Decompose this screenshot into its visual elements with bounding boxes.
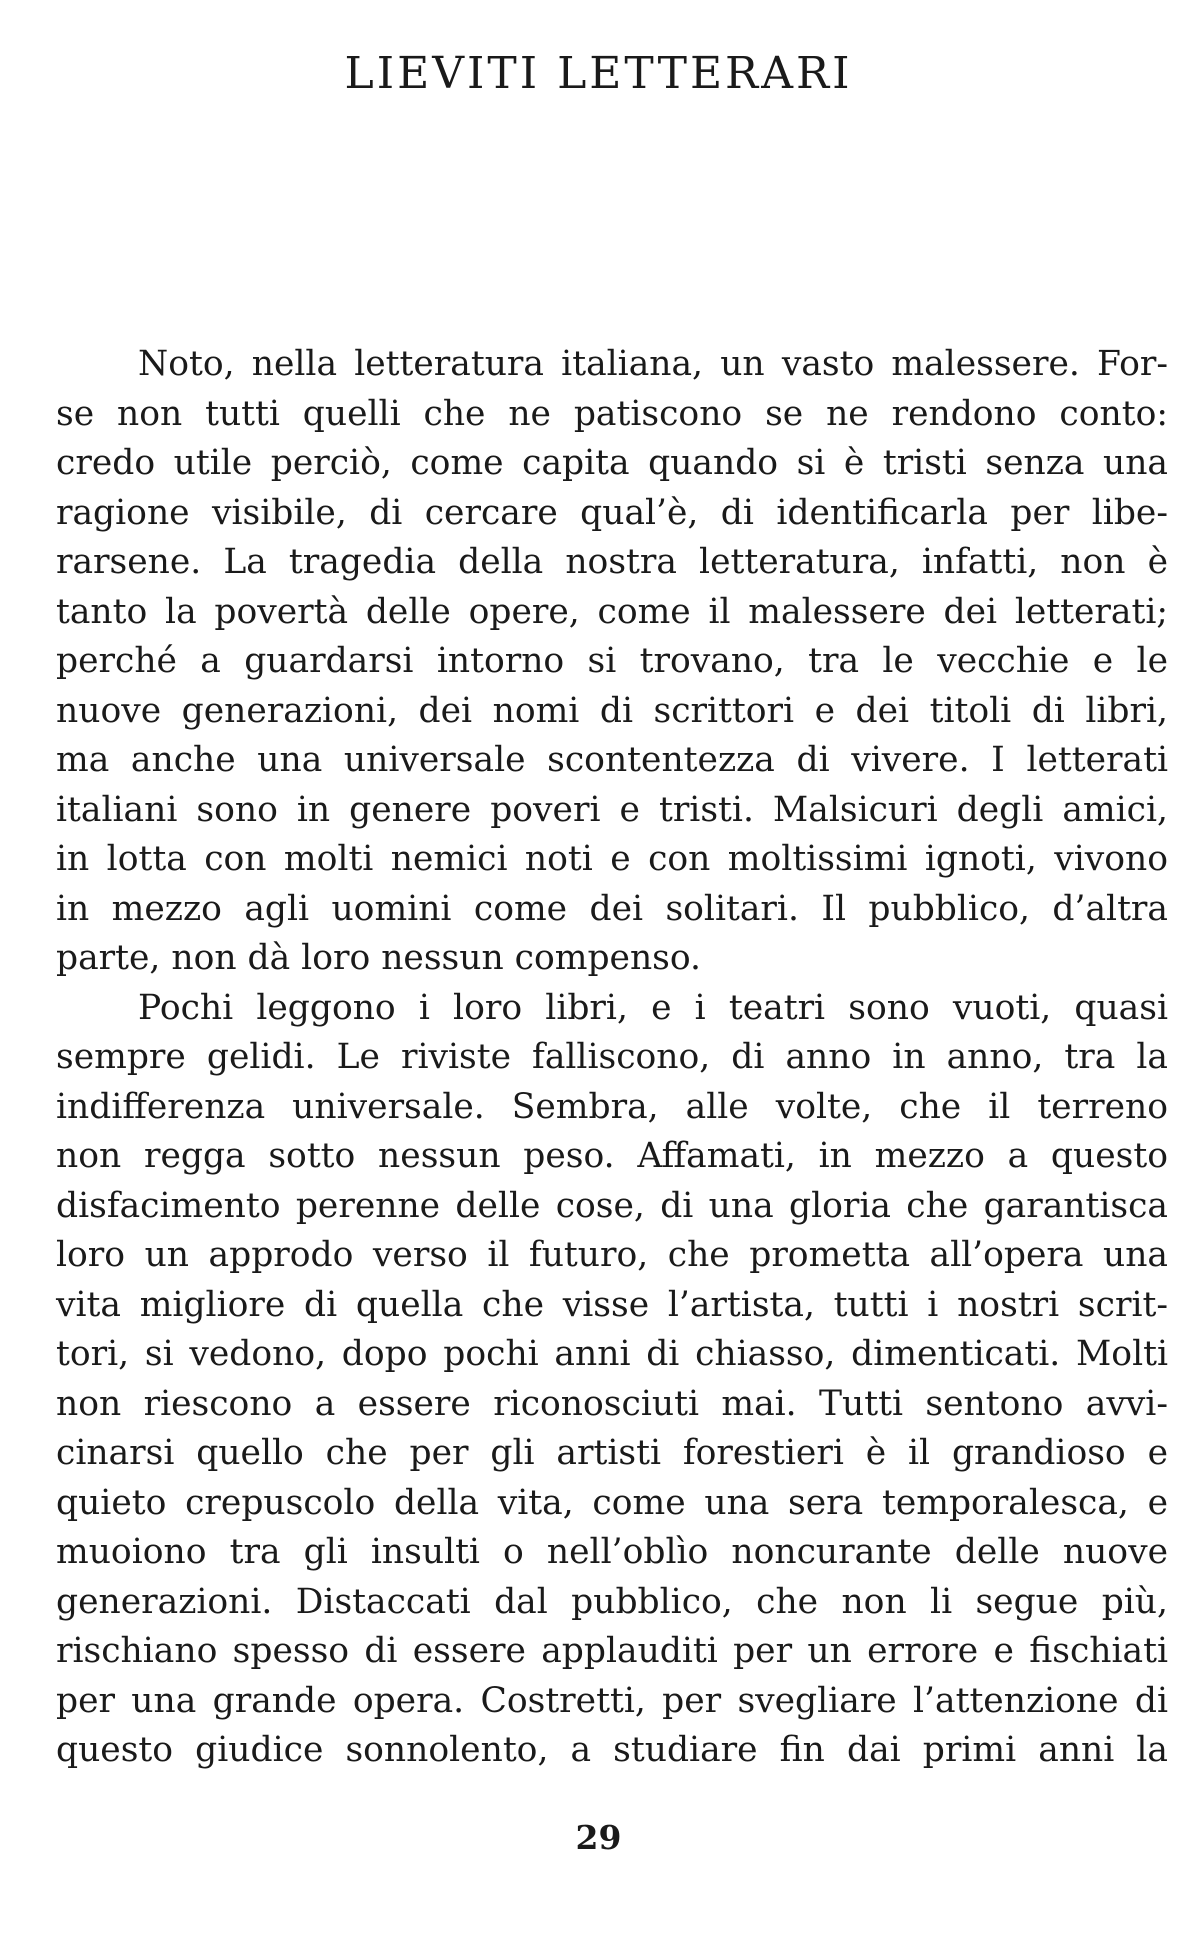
text-line: rarsene. La tragedia della nostra letteratura, infatti, non è — [56, 542, 1168, 582]
text-line: generazioni. Distaccati dal pubblico, che non li segue più, — [56, 1581, 1168, 1622]
text-line: non regga sotto nessun peso. Affamati, in mezzo a questo — [56, 1136, 1168, 1176]
text-line: parte, non dà loro nessun compenso. — [56, 938, 702, 978]
text-line: indifferenza universale. Sembra, alle volte, che il terreno — [56, 1086, 1168, 1127]
running-title: LIEVITI LETTERARI — [344, 48, 853, 99]
text-line: in mezzo agli uomini come dei solitari. Il pubblico, d’altra — [56, 888, 1168, 929]
text-line: questo giudice sonnolento, a studiare fin dai primi anni la — [56, 1730, 1168, 1770]
text-line: ragione visibile, di cercare qual’è, di identificarla per libe- — [56, 492, 1168, 533]
text-line: italiani sono in genere poveri e tristi. Malsicuri degli amici, — [56, 789, 1168, 830]
text-line: tori, si vedono, dopo pochi anni di chiasso, dimenticati. Molti — [56, 1334, 1168, 1374]
text-line: Noto, nella letteratura italiana, un vasto malessere. For- — [138, 344, 1168, 384]
text-line: in lotta con molti nemici noti e con moltissimi ignoti, vivono — [56, 839, 1168, 879]
text-line: muoiono tra gli insulti o nell’oblìo noncurante delle nuove — [56, 1532, 1168, 1572]
text-line: loro un approdo verso il futuro, che prometta all’opera una — [56, 1235, 1168, 1275]
text-line: ma anche una universale scontentezza di vivere. I letterati — [56, 740, 1168, 780]
text-line: sempre gelidi. Le riviste falliscono, di anno in anno, tra la — [56, 1037, 1168, 1077]
text-line: rischiano spesso di essere applauditi per un errore e fischiati — [56, 1631, 1168, 1671]
body-text — [56, 340, 1168, 1776]
text-line: per una grande opera. Costretti, per svegliare l’attenzione di — [56, 1680, 1168, 1721]
text-line: cinarsi quello che per gli artisti forestieri è il grandioso e — [56, 1433, 1168, 1473]
text-line: nuove generazioni, dei nomi di scrittori e dei titoli di libri, — [56, 690, 1168, 731]
text-line: credo utile perciò, come capita quando si è tristi senza una — [56, 443, 1168, 483]
text-line: se non tutti quelli che ne patiscono se ne rendono conto: — [56, 393, 1168, 434]
text-line: Pochi leggono i loro libri, e i teatri sono vuoti, quasi — [138, 987, 1168, 1028]
text-line: disfacimento perenne delle cose, di una gloria che garantisca — [56, 1185, 1168, 1226]
text-line: vita migliore di quella che visse l’artista, tutti i nostri scrit- — [56, 1284, 1168, 1325]
text-line: quieto crepuscolo della vita, come una sera temporalesca, e — [56, 1482, 1168, 1523]
page-number: 29 — [575, 1818, 622, 1857]
text-line: perché a guardarsi intorno si trovano, tra le vecchie e le — [56, 641, 1168, 681]
text-line: tanto la povertà delle opere, come il malessere dei letterati; — [56, 591, 1168, 632]
text-line: non riescono a essere riconosciuti mai. Tutti sentono avvi- — [56, 1383, 1168, 1424]
